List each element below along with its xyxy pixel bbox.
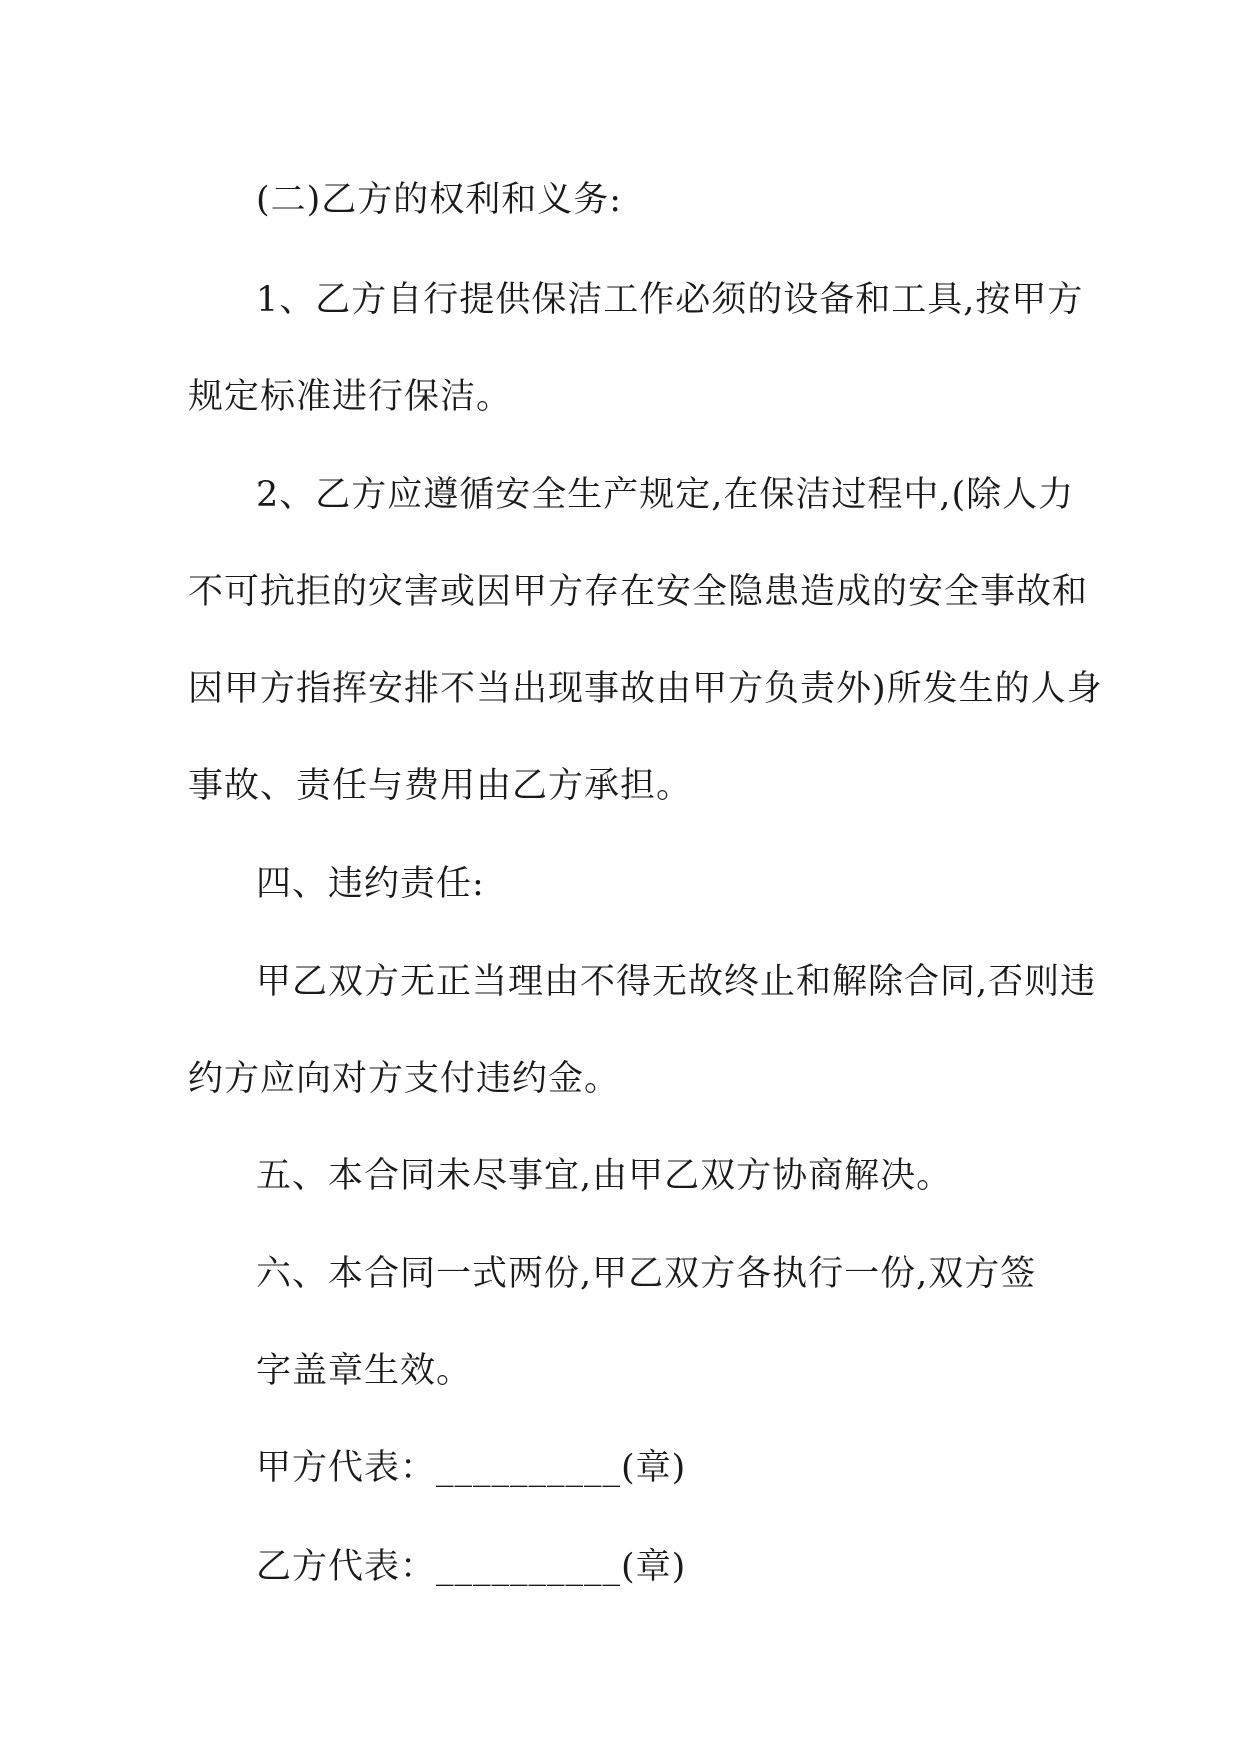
section-heading-party-b-rights: (二)乙方的权利和义务:	[256, 180, 623, 220]
clause-2-line-3: 因甲方指挥安排不当出现事故由甲方负责外)所发生的人身	[188, 669, 1103, 709]
section-heading-breach: 四、违约责任:	[256, 864, 485, 904]
party-b-signature-line: 乙方代表：__________(章)	[256, 1547, 687, 1587]
clause-2-line-2: 不可抗拒的灾害或因甲方存在安全隐患造成的安全事故和	[188, 572, 1089, 612]
party-a-signature-line: 甲方代表：__________(章)	[256, 1448, 687, 1488]
clause-1-line-1: 1、乙方自行提供保洁工作必须的设备和工具,按甲方	[256, 280, 1084, 320]
clause-1-line-2: 规定标准进行保洁。	[188, 377, 513, 417]
section-six-line-1: 六、本合同一式两份,甲乙双方各执行一份,双方签	[256, 1254, 1037, 1294]
breach-line-1: 甲乙双方无正当理由不得无故终止和解除合同,否则违	[256, 962, 1097, 1002]
clause-2-line-1: 2、乙方应遵循安全生产规定,在保洁过程中,(除人力	[256, 475, 1075, 515]
breach-line-2: 约方应向对方支付违约金。	[188, 1059, 621, 1099]
section-five: 五、本合同未尽事宜,由甲乙双方协商解决。	[256, 1156, 953, 1196]
clause-2-line-4: 事故、责任与费用由乙方承担。	[188, 766, 693, 806]
section-six-line-2: 字盖章生效。	[256, 1351, 473, 1391]
